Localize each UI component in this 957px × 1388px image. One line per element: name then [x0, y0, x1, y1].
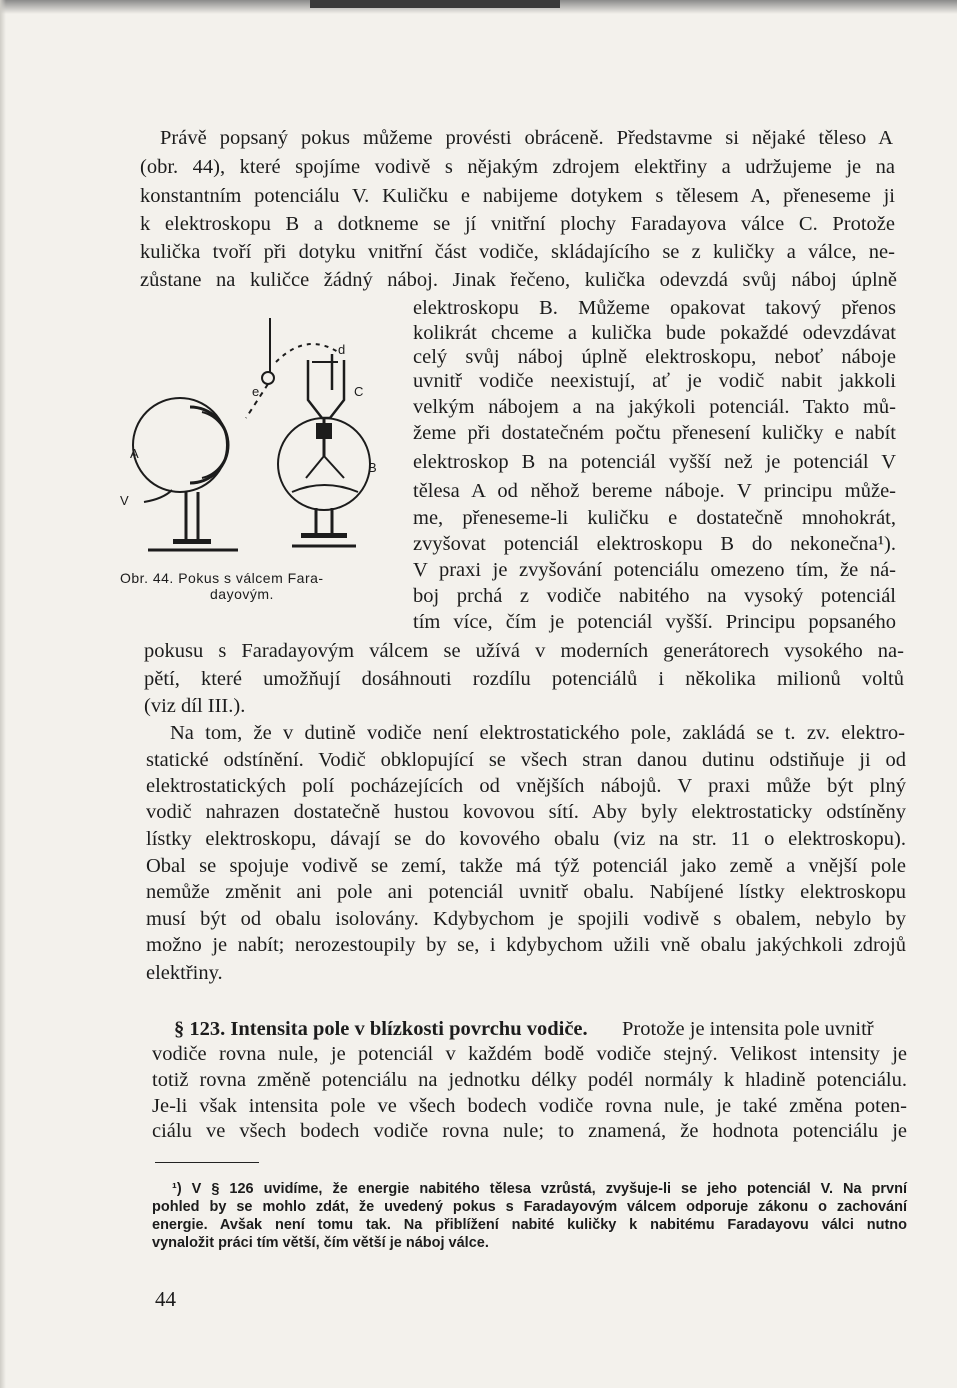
text-line: celý svůj náboj úplně elektroskopu, neboť náboje: [413, 346, 896, 368]
scan-top-mark: [310, 0, 560, 8]
text-line: totiž rovna změně potenciálu na jednotku délky podél normály k hladině potenciálu.: [152, 1069, 907, 1091]
footnote-line: ¹) V § 126 uvidíme, že energie nabitého tělesa vzrůstá, zvyšuje-li se jeho potenciál V. Na první: [172, 1181, 907, 1197]
text-line: Je-li však intensita pole ve všech bodech vodiče rovna nule, je také změna poten-: [152, 1095, 907, 1117]
label-e: e: [252, 384, 260, 399]
text-line: V praxi je zvyšování potenciálu omezeno tím, že ná-: [413, 559, 896, 581]
text-line: (viz díl III.).: [144, 695, 246, 717]
figure-faraday-cylinder: [116, 300, 396, 570]
sphere-a: [133, 398, 227, 492]
label-d: d: [338, 342, 346, 357]
text-line: elektrostatických polí pocházejících od vnějších nábojů. V praxi může být plný: [146, 775, 906, 797]
text-line: Protože je intensita pole uvnitř: [622, 1018, 874, 1040]
text-line: konstantním potenciálu V. Kuličku e nabijeme dotykem s tělesem A, přeneseme ji: [140, 185, 895, 207]
text-line: elektroskop B na potenciál vyšší než je potenciál V: [413, 451, 896, 473]
text-line: boj prchá z vodiče nabitého na vysoký potenciál: [413, 585, 896, 607]
text-line: vodič nahrazen dostatečně hustou kovovou sítí. Aby byly elektrostaticky odstíněny: [146, 801, 906, 823]
section-heading: § 123. Intensita pole v blízkosti povrchu vodiče.: [174, 1018, 588, 1040]
text-line: pokusu s Faradayovým válcem se užívá v moderních generátorech vysokého na-: [144, 640, 904, 662]
footnote-line: vynaložit práci tím větší, čím větší je náboj válce.: [152, 1235, 489, 1251]
text-line: pětí, které umožňují dosáhnouti rozdílu potenciálů i několika milionů voltů: [144, 668, 904, 690]
text-line: (obr. 44), které spojíme vodivě s nějakým zdrojem elektřiny a udržujeme je na: [140, 156, 895, 178]
label-c: C: [354, 384, 364, 399]
footnote-rule: [155, 1162, 259, 1163]
text-line: žeme při dostatečném počtu přenesení kuličky e nabít: [413, 422, 896, 444]
text-line: zůstane na kuličce žádný náboj. Jinak řečeno, kulička odevzdá svůj náboj úplně: [140, 269, 897, 291]
text-line: tělesa A od něhož bereme náboje. V principu může-: [413, 480, 896, 502]
text-line: nemůže změnit ani pole ani potenciál uvnitř obalu. Nabíjené lístky elektroskopu: [146, 881, 906, 903]
text-line: velkým nábojem a na jakýkoli potenciál. Takto mů-: [413, 396, 896, 418]
label-v: V: [120, 493, 129, 508]
text-line: kolikrát chceme a kulička bude pokaždé odevzdávat: [413, 322, 896, 344]
text-line: možno je nabít; nerozestoupily by se, i kdybychom užili vně obalu jakýchkoli zdrojů: [146, 934, 906, 956]
text-line: elektřiny.: [146, 962, 223, 984]
text-line: Na tom, že v dutině vodiče není elektrostatického pole, zakládá se t. zv. elektro-: [170, 722, 905, 744]
label-b: B: [368, 460, 377, 475]
footnote-line: pohled by se mohlo zdát, že uvedený pokus s Faradayovým válcem odporuje zákonu o zachování: [152, 1199, 907, 1215]
text-line: statické odstínění. Vodič obklopující se všech stran danou dutinu odstiňuje ji od: [146, 749, 906, 771]
text-line: k elektroskopu B a dotkneme se jí vnitřní plochy Faradayova válce C. Protože: [140, 213, 895, 235]
text-line: ciálu ve všech bodech vodiče rovna nule; to znamená, že hodnota potenciálu je: [152, 1120, 907, 1142]
text-line: uvnitř vodiče neexistují, ať je vodič nabit jakkoli: [413, 370, 896, 392]
label-a: A: [130, 446, 139, 461]
text-line: vodiče rovna nule, je potenciál v každém bodě vodiče stejný. Velikost intensity je: [152, 1043, 907, 1065]
text-line: lístky elektroskopu, dávají se do kovového obalu (viz na str. 11 o elektroskopu).: [146, 828, 906, 850]
text-line: musí být od obalu isolovány. Kdybychom je spojili vodivě s obalem, nebylo by: [146, 908, 906, 930]
text-line: tím více, čím je potenciál vyšší. Principu popsaného: [413, 611, 896, 633]
page-left-shadow: [0, 0, 6, 1388]
text-line: kulička tvoří při dotyku vnitřní část vodiče, skládajícího se z kuličky a válce, ne-: [140, 241, 895, 263]
page-number: 44: [155, 1287, 176, 1311]
text-line: Obal se spojuje vodivě se zemí, takže má týž potenciál jako země a vnější pole: [146, 855, 906, 877]
figure-caption-line-1: Obr. 44. Pokus s válcem Fara-: [120, 570, 324, 586]
text-line: me, přeneseme-li kuličku e dostatečně mnohokrát,: [413, 507, 896, 529]
text-line: elektroskopu B. Můžeme opakovat takový přenos: [413, 297, 896, 319]
text-line: zvyšovat potenciál elektroskopu B do nekonečna¹).: [413, 533, 896, 555]
footnote-line: energie. Avšak není tomu tak. Na přiblížení nabité kuličky k nabitému Faradayovu válci nutno: [152, 1217, 907, 1233]
figure-caption-line-2: dayovým.: [210, 586, 274, 602]
text-line: Právě popsaný pokus můžeme provésti obráceně. Představme si nějaké těleso A: [160, 127, 893, 149]
